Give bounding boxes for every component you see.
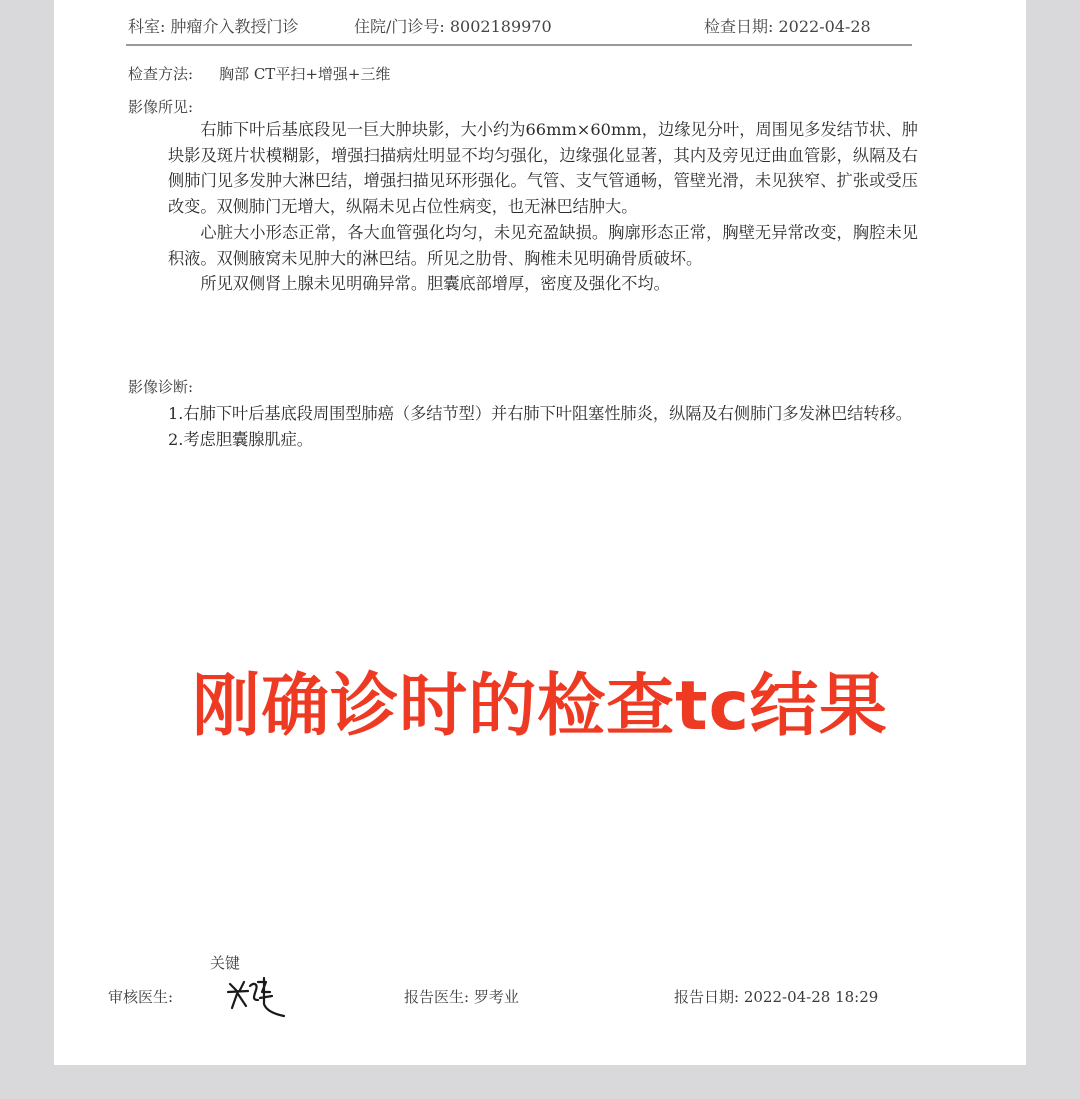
diagnosis-label: 影像诊断: [128, 378, 194, 396]
signature-caption: 关键 [210, 954, 241, 972]
exam-date-field: 检查日期: 2022-04-28 [704, 17, 871, 36]
exam-method [128, 63, 390, 84]
report-header [128, 14, 914, 38]
exam-method-value: 胸部 CT平扫+增强+三维 [219, 65, 391, 83]
report-page [54, 0, 1026, 1065]
department-field: 科室: 肿瘤介入教授门诊 [128, 17, 299, 36]
reviewer-label: 审核医生: [108, 988, 174, 1006]
findings-label: 影像所见: [128, 98, 194, 116]
diagnosis-item: 1.右肺下叶后基底段周围型肺癌（多结节型）并右肺下叶阻塞性肺炎，纵隔及右侧肺门多发淋巴结转移。 [168, 404, 912, 423]
report-date-field: 报告日期: 2022-04-28 18:29 [674, 988, 879, 1006]
findings-paragraph: 心脏大小形态正常，各大血管强化均匀，未见充盈缺损。胸廓形态正常，胸壁无异常改变，胸腔未见积液。双侧腋窝未见肿大的淋巴结。所见之肋骨、胸椎未见明确骨质破坏。 [168, 222, 918, 268]
overlay-caption: 刚确诊时的检查tc结果 [192, 667, 888, 746]
diagnosis-item: 2.考虑胆囊腺肌症。 [168, 429, 313, 449]
reporter-field: 报告医生: 罗考业 [404, 988, 519, 1006]
exam-method-label: 检查方法: [128, 65, 194, 83]
findings-paragraph: 所见双侧肾上腺未见明确异常。胆囊底部增厚，密度及强化不均。 [200, 274, 670, 294]
patient-id-field: 住院/门诊号: 8002189970 [354, 17, 552, 36]
findings-paragraph: 右肺下叶后基底段见一巨大肿块影，大小约为66mm×60mm，边缘见分叶，周围见多发结节状、肿块影及斑片状模糊影，增强扫描病灶明显不均匀强化，边缘强化显著，其内及旁见迂曲血管影，纵隔及右侧肺门见多发肿大淋巴结，增强扫描见环形强化。气管、支气管通畅，管壁光滑，未见狭窄、扩张或受压改变。双侧肺门无增大，纵隔未见占位性病变，也无淋巴结肿大。 [168, 120, 918, 217]
header-divider [126, 44, 912, 46]
handwritten-signature [224, 970, 288, 1020]
findings-body [168, 117, 918, 297]
diagnosis-body [168, 401, 918, 452]
